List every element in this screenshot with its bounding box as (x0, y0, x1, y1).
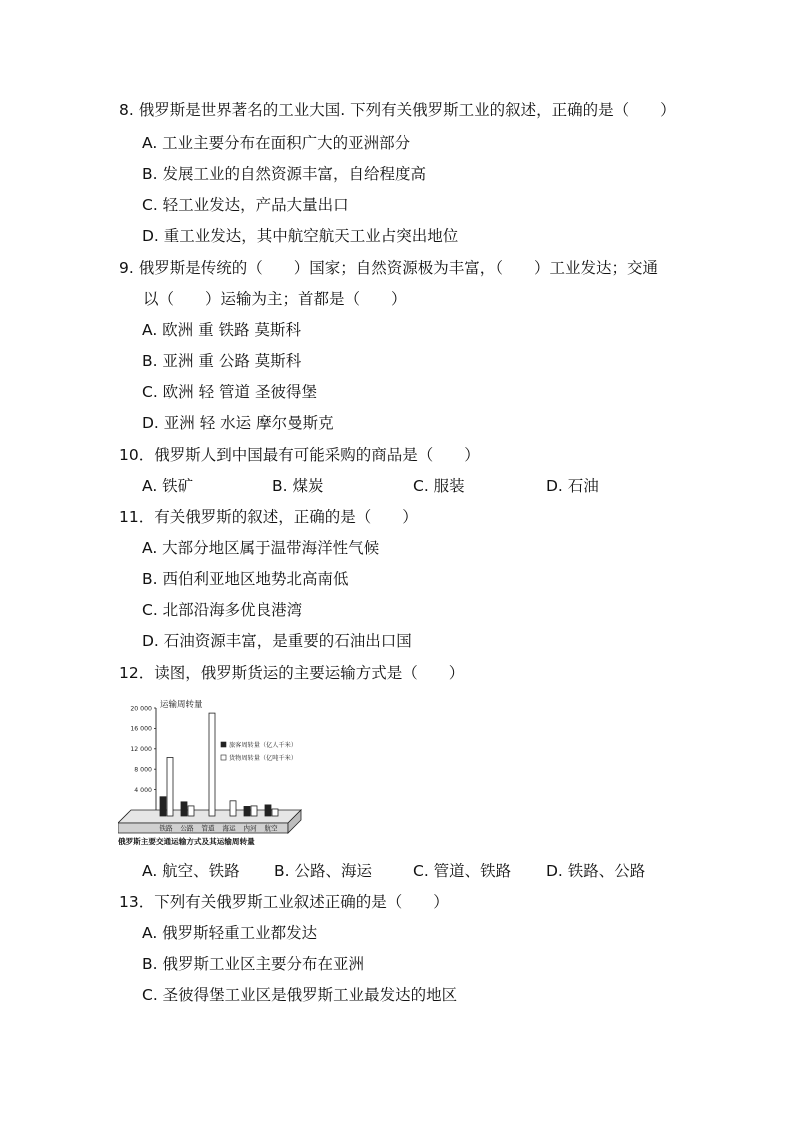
category-label: 海运 (222, 824, 236, 833)
category-label: 航空 (264, 824, 278, 833)
question-9-option-b: B. 亚洲 重 公路 莫斯科 (142, 352, 302, 370)
bar-freight (272, 809, 278, 816)
question-9-option-a: A. 欧洲 重 铁路 莫斯科 (142, 321, 301, 339)
y-ticks-group (130, 705, 156, 794)
y-tick-label: 20 000 (130, 705, 152, 713)
question-8-option-b: B. 发展工业的自然资源丰富，自给程度高 (142, 165, 426, 183)
question-10-option-a: A. 铁矿 (142, 477, 194, 495)
question-9-stem-line-1: 9. 俄罗斯是传统的（ ）国家；自然资源极为丰富，（ ）工业发达；交通 (119, 259, 658, 277)
transport-turnover-chart-svg (118, 698, 310, 848)
question-11-option-d: D. 石油资源丰富，是重要的石油出口国 (142, 632, 412, 650)
question-12-option-b: B. 公路、海运 (274, 862, 372, 880)
bar-passenger (160, 797, 166, 816)
y-tick-label: 4 000 (134, 786, 152, 794)
question-9-option-c: C. 欧洲 轻 管道 圣彼得堡 (142, 383, 317, 401)
question-11-option-c: C. 北部沿海多优良港湾 (142, 601, 303, 619)
y-tick-label: 16 000 (130, 725, 152, 733)
bar-passenger (244, 806, 250, 816)
chart-caption: 俄罗斯主要交通运输方式及其运输周转量 (118, 837, 255, 846)
bar-freight (188, 806, 194, 816)
question-10-stem: 10．俄罗斯人到中国最有可能采购的商品是（ ） (119, 446, 480, 464)
bar-freight (230, 801, 236, 816)
bar-freight (251, 806, 257, 816)
question-12-options-row (142, 861, 672, 881)
question-10-option-d: D. 石油 (546, 477, 599, 495)
chart-title: 运输周转量 (160, 700, 203, 710)
question-13-option-c: C. 圣彼得堡工业区是俄罗斯工业最发达的地区 (142, 986, 458, 1004)
question-8-option-a: A. 工业主要分布在面积广大的亚洲部分 (142, 134, 411, 152)
question-8-option-c: C. 轻工业发达，产品大量出口 (142, 196, 349, 214)
bar-freight (209, 713, 215, 816)
question-12-option-c: C. 管道、铁路 (413, 862, 512, 880)
question-13-option-a: A. 俄罗斯轻重工业都发达 (142, 924, 318, 942)
category-label: 铁路 (159, 824, 173, 833)
legend-label-freight: 货物周转量（亿吨千米） (229, 755, 298, 762)
question-9-option-d: D. 亚洲 轻 水运 摩尔曼斯克 (142, 414, 334, 432)
y-tick-label: 12 000 (130, 746, 152, 754)
bar-passenger (265, 805, 271, 816)
question-11-stem: 11．有关俄罗斯的叙述，正确的是（ ） (119, 508, 418, 526)
legend-swatch-passenger (221, 742, 226, 747)
question-12-option-a: A. 航空、铁路 (142, 862, 240, 880)
category-label: 内河 (243, 824, 257, 833)
question-13-stem: 13．下列有关俄罗斯工业叙述正确的是（ ） (119, 893, 449, 911)
question-11-option-b: B. 西伯利亚地区地势北高南低 (142, 570, 349, 588)
question-9-stem-line-2: 以（ ）运输为主；首都是（ ） (143, 290, 407, 308)
question-12-stem: 12．读图，俄罗斯货运的主要运输方式是（ ） (119, 664, 465, 682)
question-10-options-row (142, 476, 662, 496)
category-label: 公路 (180, 824, 194, 833)
question-10-option-c: C. 服装 (413, 477, 465, 495)
question-10-option-b: B. 煤炭 (272, 477, 324, 495)
question-12-option-d: D. 铁路、公路 (546, 862, 646, 880)
transport-turnover-chart (118, 698, 310, 848)
question-13-option-b: B. 俄罗斯工业区主要分布在亚洲 (142, 955, 364, 973)
bar-passenger (181, 802, 187, 816)
bars-group (160, 713, 278, 816)
legend (221, 741, 297, 762)
question-11-option-a: A. 大部分地区属于温带海洋性气候 (142, 539, 380, 557)
category-label: 管道 (201, 824, 215, 833)
question-8-option-d: D. 重工业发达，其中航空航天工业占突出地位 (142, 227, 459, 245)
legend-swatch-freight (221, 755, 226, 760)
y-tick-label: 8 000 (134, 766, 152, 774)
question-8-stem: 8. 俄罗斯是世界著名的工业大国. 下列有关俄罗斯工业的叙述，正确的是（ ） (119, 101, 676, 119)
legend-label-passenger: 旅客周转量（亿人千米） (229, 742, 298, 749)
bar-freight (167, 757, 173, 816)
